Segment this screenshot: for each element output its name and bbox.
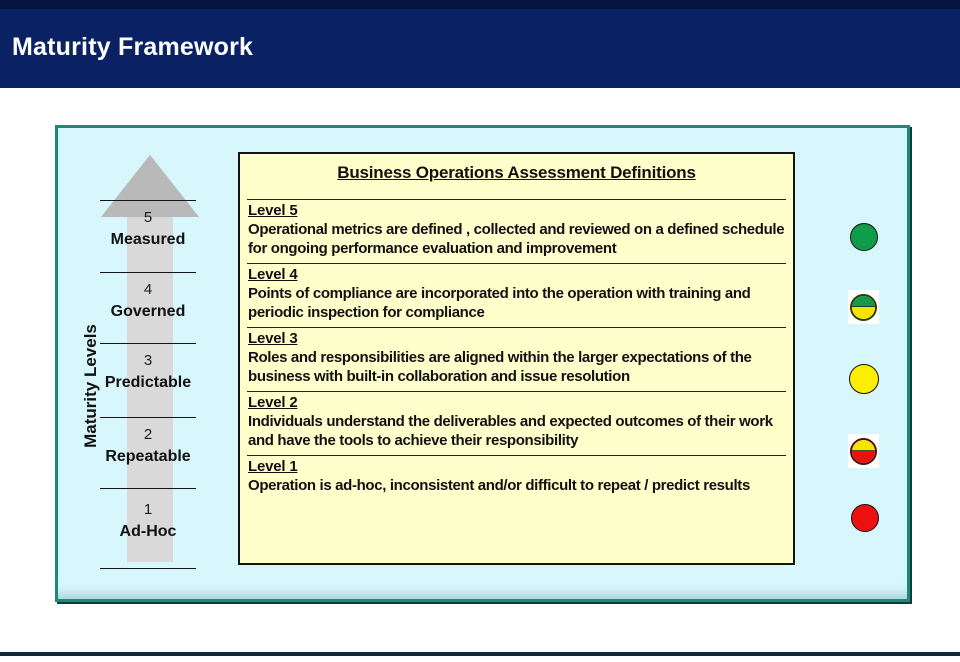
status-red-icon [851, 504, 879, 532]
definitions-box [238, 152, 795, 565]
definition-heading: Level 5 [248, 202, 298, 219]
level-band-3 [100, 343, 196, 417]
level-number: 2 [143, 426, 153, 443]
definition-description: Operation is ad-hoc, inconsistent and/or difficult to repeat / predict results [248, 477, 750, 494]
definition-entry-level-2 [247, 391, 786, 455]
footer-line [0, 652, 960, 656]
definition-description: Points of compliance are incorporated into the operation with training and periodic inspection for compliance [248, 285, 751, 321]
level-band-4 [100, 272, 196, 343]
half-top-yellow [852, 440, 875, 452]
title-bar [0, 0, 960, 88]
level-name: Governed [110, 303, 186, 320]
level-number: 3 [143, 352, 153, 369]
half-top-green [852, 296, 875, 308]
status-green-icon [850, 223, 878, 251]
definition-heading: Level 1 [248, 458, 298, 475]
level-number: 4 [143, 281, 153, 298]
definition-description: Individuals understand the deliverables and expected outcomes of their work and have the tools to achieve their responsibility [248, 413, 773, 449]
level-number: 1 [143, 501, 153, 518]
definition-entry-level-3 [247, 327, 786, 391]
definition-entry-level-1 [247, 455, 786, 501]
half-bottom-red [852, 451, 875, 463]
definition-heading: Level 4 [248, 266, 298, 283]
level-name: Predictable [104, 374, 192, 391]
status-green-yellow-icon [848, 290, 879, 324]
definition-description: Roles and responsibilities are aligned within the larger expectations of the business with built-in collaboration and issue resolution [248, 349, 752, 385]
definition-description: Operational metrics are defined , collected and reviewed on a defined schedule for ongoing performance evaluation and improvement [248, 221, 785, 257]
level-number: 5 [143, 209, 153, 226]
level-name: Repeatable [105, 448, 191, 465]
half-bottom-yellow [852, 307, 875, 319]
definition-entry-level-4 [247, 263, 786, 327]
status-yellow-icon [849, 364, 879, 394]
level-band-5 [100, 200, 196, 272]
level-name: Ad-Hoc [119, 523, 177, 540]
slide-title: Maturity Framework [12, 33, 254, 61]
definition-heading: Level 3 [248, 330, 298, 347]
definition-heading: Level 2 [248, 394, 298, 411]
definitions-title: Business Operations Assessment Definitions [337, 163, 696, 182]
status-yellow-red-icon [848, 434, 879, 468]
level-band-2 [100, 417, 196, 488]
level-band-1 [100, 488, 196, 568]
axis-baseline [100, 568, 196, 569]
maturity-axis-label: Maturity Levels [81, 324, 100, 448]
level-name: Measured [110, 231, 186, 248]
definition-entry-level-5 [247, 199, 786, 263]
